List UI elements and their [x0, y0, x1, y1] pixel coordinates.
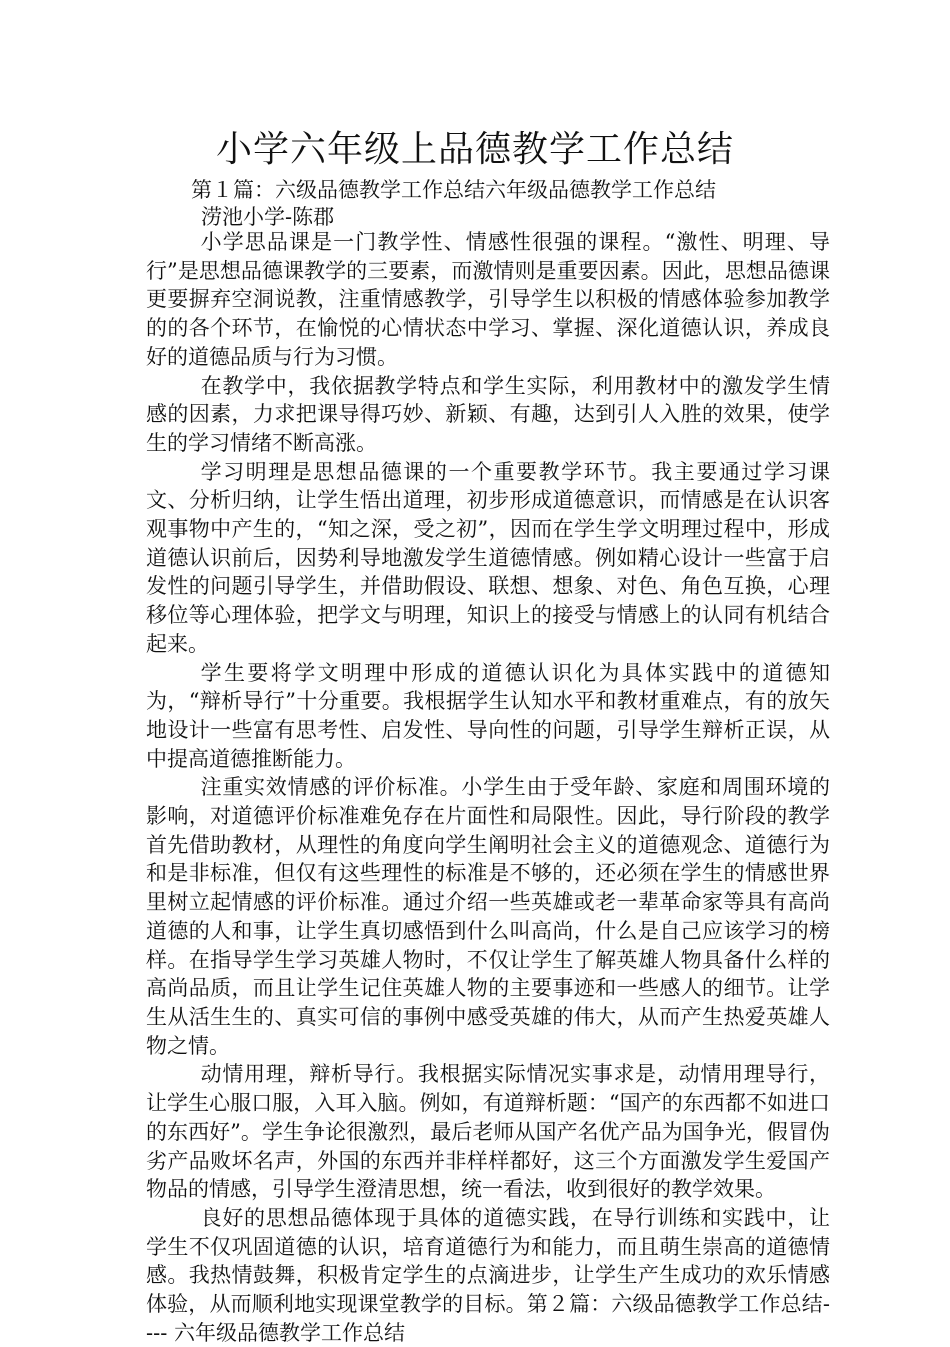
document-body — [146, 228, 830, 1347]
paragraph: 小学思品课是一门教学性、情感性很强的课程。“激性、明理、导行”是思想品德课教学的三要素，而激情则是重要因素。因此，思想品德课更要摒弃空洞说教，注重情感教学，引导学生以积极的情感体验参加教学的的各个环节，在愉悦的心情状态中学习、掌握、深化道德认识，养成良好的道德品质与行为习惯。 — [146, 230, 830, 369]
document-author: 涝池小学-陈郡 — [201, 205, 335, 229]
paragraph: 学生要将学文明理中形成的道德认识化为具体实践中的道德知为，“辩析导行”十分重要。我根据学生认知水平和教材重难点，有的放矢地设计一些富有思考性、启发性、导向性的问题，引导学生辩析正误，从中提高道德推断能力。 — [146, 660, 830, 771]
paragraph: 学习明理是思想品德课的一个重要教学环节。我主要通过学习课文、分析归纳，让学生悟出道理，初步形成道德意识，而情感是在认识客观事物中产生的，“知之深，受之初”，因而在学生学文明理过程中，形成道德认识前后，因势利导地激发学生道德情感。例如精心设计一些富于启发性的问题引导学生，并借助假设、联想、想象、对色、角色互换，心理移位等心理体验，把学文与明理，知识上的接受与情感上的认同有机结合起来。 — [146, 459, 830, 656]
paragraph: 良好的思想品德体现于具体的道德实践，在导行训练和实践中，让学生不仅巩固道德的认识，培育道德行为和能力，而且萌生崇高的道德情感。我热情鼓舞，积极肯定学生的点滴进步，让学生产生成功的欢乐情感体验，从而顺利地实现课堂教学的目标。第２篇：六级品德教学工作总结---- 六年级品德教学工作总结 — [146, 1205, 830, 1345]
document-title: 小学六年级上品德教学工作总结 — [215, 129, 734, 170]
paragraph: 在教学中，我依据教学特点和学生实际，利用教材中的激发学生情感的因素，力求把课导得巧妙、新颖、有趣，达到引人入胜的效果，使学生的学习情绪不断高涨。 — [146, 373, 830, 455]
document-subtitle: 第１篇：六级品德教学工作总结六年级品德教学工作总结 — [191, 178, 716, 202]
paragraph: 动情用理，辩析导行。我根据实际情况实事求是，动情用理导行，让学生心服口服，入耳入脑。例如，有道辩析题：“国产的东西都不如进口的东西好”。学生争论很激烈，最后老师从国产名优产品为国争光，假冒伪劣产品败坏名声，外国的东西并非样样都好，这三个方面激发学生爱国产物品的情感，引导学生澄清思想，统一看法，收到很好的教学效果。 — [146, 1062, 830, 1202]
paragraph: 注重实效情感的评价标准。小学生由于受年龄、家庭和周围环境的影响，对道德评价标准难免存在片面性和局限性。因此，导行阶段的教学首先借助教材，从理性的角度向学生阐明社会主义的道德观念、道德行为和是非标准，但仅有这些理性的标准是不够的，还必须在学生的情感世界里树立起情感的评价标准。通过介绍一些英雄或老一辈革命家等具有高尚道德的人和事，让学生真切感悟到什么叫高尚，什么是自己应该学习的榜样。在指导学生学习英雄人物时，不仅让学生了解英雄人物具备什么样的高尚品质，而且让学生记住英雄人物的主要事迹和一些感人的细节。让学生从活生生的、真实可信的事例中感受英雄的伟大，从而产生热爱英雄人物之情。 — [146, 775, 830, 1058]
